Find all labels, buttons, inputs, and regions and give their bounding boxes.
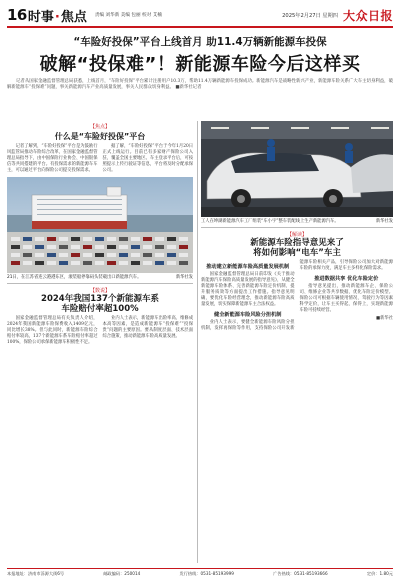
- issue-date: 2025年2月27日 星期四: [282, 12, 338, 19]
- port-photo: [7, 177, 193, 273]
- port-photo-image: [7, 177, 193, 273]
- factory-photo-caption: 工人在坤湖新能源汽车工厂组装“车小宇”整车装配线上生产新能源汽车。 新华社发: [201, 219, 393, 224]
- lead-paragraph: 记者从国家金融监督管理总局获悉，上线首月，“车险好投保”平台累计注册用户10.3万，帮助11.4万辆新能源车投保成功。新能源汽车是战略性新兴产业，新能源车险关系广大车主切身利益，破解新能源车“投保难”问题，事关新能源汽车产业高质量发展，事关人民群众切身利益。 ■新华社记者: [7, 79, 393, 91]
- focus-body: [7, 144, 193, 174]
- factory-photo-image: [201, 121, 393, 217]
- analysis-section-2-text: 业内人士表示，要健全新能源车险风险分担机制，发挥再保险等作用，支持保险公司开发新能源车险相关产品，引导保险公司加大对新能源车险的承保力度，满足车主多样化保险需求。: [201, 259, 393, 331]
- numbers-subhead-line2: 车险赔付率超100%: [61, 303, 139, 314]
- page-headline: 破解“投保难”！新能源车险今后这样买: [39, 54, 361, 75]
- focus-paragraph-2: 据了解，“车险好投保”平台于今年1月20日正式上线运行。目前已有多家财产保险公司入驻，覆盖全国主要地区。车主登录平台后，可按照提示上传行驶证等信息，平台将及时分配承保公司。: [102, 144, 193, 173]
- focus-subhead: 什么是“车险好投保”平台: [54, 132, 146, 141]
- editors-credit: 责编 刘华新 美编 包丽 校对 艾楠: [94, 13, 162, 18]
- analysis-section-1-text: 国家金融监督管理总局日前印发《关于推动新能源汽车保险高质量发展的指导意见》，从健全新能源车险体系、完善新能源车险定价机制、提升服务质效等方面提出工作措施。指导意见明确，要优化车险经营理念，推动新能源车险高质量发展，切实保障新能源车主合法权益。: [201, 271, 295, 307]
- article-columns: [7, 121, 393, 563]
- factory-photo: [201, 121, 393, 217]
- numbers-tag: 【数说】: [89, 287, 110, 294]
- analysis-section-3-text: 指导意见提出，推动新能源车企、保险公司、维修企业等共享数据，优化车险定价模型。保险公司可根据车辆使用情况、驾驶行为等因素科学定价，让车主买得起、保得上，实现新能源车险可持续经营。: [299, 283, 393, 313]
- right-column: [201, 121, 393, 563]
- newspaper-logo: 大众日报: [342, 8, 393, 23]
- focus-paragraph-1: 记者了解到，“车险好投保”平台是为鼓励行风监管局推动车险综合改革，在国家金融监督管理总局指导下，由中国保险行业协会、中国银保信等共同搭建的平台。有投保需求的新能源车车主，可以通过平台向保险公司提交投保需求。: [7, 144, 98, 173]
- footer-address: 本报地址：济南市泺源大街6号: [7, 571, 65, 576]
- column-divider: [197, 121, 198, 563]
- numbers-subhead-line1: 2024年我国137个新能源车系: [41, 293, 159, 304]
- page-footer: [7, 568, 393, 577]
- analysis-subhead-line1: 新能源车险指导意见来了: [250, 237, 344, 248]
- kicker: “车险好投保”平台上线首月 助11.4万辆新能源车投保: [73, 36, 327, 48]
- masthead: [7, 6, 393, 24]
- analysis-section-2-title: 健全新能源车险风险分担机制: [214, 311, 282, 318]
- analysis-subhead-line2: 将如何影响“电车”车主: [253, 247, 341, 258]
- analysis-body: [201, 260, 393, 332]
- analysis-section-1-title: 推动建立新能源车险高质量发展机制: [206, 263, 290, 270]
- footer-price: 定价：1.80元: [366, 571, 393, 576]
- footer-ad-hotline: 广告热线：0531-85193666: [273, 571, 328, 576]
- footer-distribution-hotline: 发行热线：0531-85193999: [179, 571, 234, 576]
- analysis-byline: ■新华社: [376, 315, 393, 321]
- right-divider: [201, 227, 393, 228]
- numbers-paragraph-2: 业内人士表示，新能源车出险率高、维修成本高等因素，是造成新能源车“投保难”“投保贵”问题的主要原因。要从制度层面、技术层面综合施策，推动新能源车险高质量发展。: [102, 315, 193, 339]
- factory-photo-credit: 新华社发: [375, 219, 393, 224]
- section-dot-icon: ·: [54, 9, 60, 25]
- section-name: 时事·焦点: [27, 9, 87, 25]
- port-photo-credit: 新华社发: [175, 275, 193, 280]
- masthead-rule: [7, 26, 393, 28]
- focus-tag: 【焦点】: [89, 124, 110, 130]
- analysis-section-3-title: 推进数据共享 优化车险定价: [314, 275, 379, 282]
- left-divider: [7, 283, 193, 284]
- port-photo-caption: 21日，在江苏省连云港港东区，滚装船停靠码头装载出口新能源汽车。 新华社发: [7, 275, 193, 280]
- analysis-tag: 【解读】: [286, 231, 307, 238]
- numbers-paragraph-1: 国家金融监督管理总局有关负责人介绍，2024年我国新能源车险保费收入1409亿元，同比增长38%。但与此同时，新能源车险综合赔付率较高，137个新能源车系车险赔付率超过100%，保险公司承保新能源车积极性不足。: [7, 315, 98, 345]
- numbers-body: [7, 316, 193, 346]
- lead-byline: ■新华社记者: [175, 85, 202, 91]
- page-number: 16: [7, 6, 27, 24]
- footer-postcode: 邮政编码：250014: [103, 571, 141, 576]
- left-column: [7, 121, 193, 563]
